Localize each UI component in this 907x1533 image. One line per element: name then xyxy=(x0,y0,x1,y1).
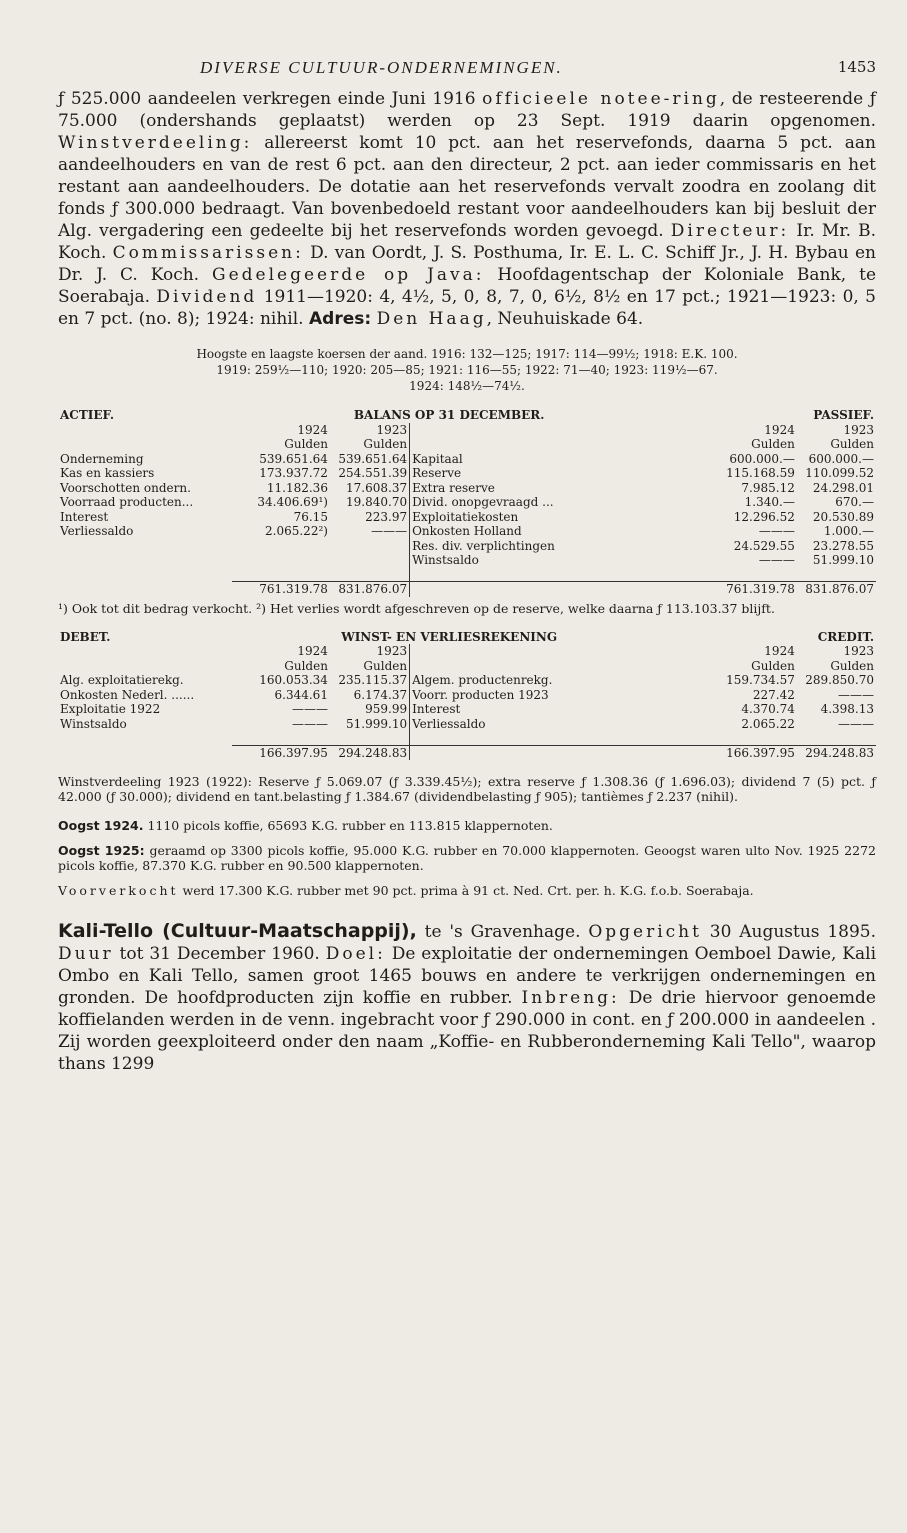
row-label: Reserve xyxy=(410,466,667,481)
table-row xyxy=(58,702,876,717)
total-debet-1923: 294.248.83 xyxy=(330,745,410,760)
value-1923: 17.608.37 xyxy=(346,480,408,495)
gedelegeerde-label: Gedelegeerde op Java: xyxy=(212,265,485,285)
unit: Gulden xyxy=(284,437,328,451)
balans-year-row xyxy=(58,423,876,438)
page-number: 1453 xyxy=(837,58,876,76)
total-debet-1924: 166.397.95 xyxy=(232,745,330,760)
intro-paragraph xyxy=(58,88,876,330)
unit: Gulden xyxy=(284,658,328,673)
row-label: Algem. productenrekg. xyxy=(410,673,667,688)
row-label xyxy=(58,539,232,554)
duur-label: Duur xyxy=(58,944,114,964)
value-1924: ——— xyxy=(291,702,328,716)
winst-table xyxy=(58,630,876,761)
koersen-block xyxy=(58,346,876,394)
value-1924: 4.370.74 xyxy=(741,702,795,716)
running-head xyxy=(58,50,876,80)
row-label: Divid. onopgevraagd ... xyxy=(410,495,667,510)
unit: Gulden xyxy=(830,658,874,673)
voorverkocht-label: Voorverkocht xyxy=(58,883,179,898)
oogst-1925 xyxy=(58,843,876,873)
table-row xyxy=(58,539,876,554)
value-1923: 51.999.10 xyxy=(346,716,408,731)
table-row xyxy=(58,495,876,510)
year-1924: 1924 xyxy=(764,422,795,437)
value-1923: 6.174.37 xyxy=(353,687,408,702)
table-row xyxy=(58,717,876,732)
commissarissen-label: Commissarissen: xyxy=(112,243,304,263)
row-label: Onderneming xyxy=(60,451,144,466)
total-passief-1923: 831.876.07 xyxy=(797,582,876,597)
balans-header-row xyxy=(58,408,876,423)
page xyxy=(58,50,876,1075)
value-1923: 254.551.39 xyxy=(338,466,408,480)
voorverkocht xyxy=(58,883,876,898)
value-1924: 6.344.61 xyxy=(274,687,328,702)
total-passief-1924: 761.319.78 xyxy=(666,582,797,597)
row-label: Kas en kassiers xyxy=(60,466,155,480)
oogst-1925-text: geraamd op 3300 picols koffie, 95.000 K.G. rubber en 70.000 klappernoten. Geoogst waren ulto Nov. 1925 2272 picols koffie, 87.370 K.G. rubber en 90.500 klappernoten. xyxy=(58,843,876,873)
oogst-1924 xyxy=(58,818,876,833)
intro-text-6: Hoofdagentschap der Koloniale Bank, te Soerabaja. xyxy=(58,265,877,307)
value-1923: 600.000.— xyxy=(808,451,874,466)
year-1923: 1923 xyxy=(376,644,408,658)
year-1923: 1923 xyxy=(376,422,408,437)
winst-totals-row xyxy=(58,745,876,760)
row-label: Exploitatie 1922 xyxy=(60,702,161,716)
table-row xyxy=(58,688,876,703)
winst-debet-label: DEBET. xyxy=(60,629,111,644)
doel-label: Doel: xyxy=(325,944,386,964)
value-1924: ——— xyxy=(291,716,328,731)
value-1924: 34.406.69¹) xyxy=(257,495,328,509)
total-actief-1924: 761.319.78 xyxy=(232,582,330,597)
value-1923: ——— xyxy=(838,716,874,731)
balans-footnote: ¹) Ook tot dit bedrag verkocht. ²) Het verlies wordt afgeschreven op de reserve, welke daarna ƒ 113.103.37 blijft. xyxy=(58,600,775,616)
winst-unit-row xyxy=(58,659,876,674)
winstverdeeling-label: Winstverdeeling: xyxy=(58,133,253,153)
koersen-line-1: Hoogste en laagste koersen der aand. 1916: 132—125; 1917: 114—99½; 1918: E.K. 100. xyxy=(196,347,738,361)
table-row xyxy=(58,481,876,496)
value-1924: 600.000.— xyxy=(729,451,795,466)
row-label: Voorschotten ondern. xyxy=(60,480,191,495)
value-1923: ——— xyxy=(838,687,874,702)
table-row xyxy=(58,673,876,688)
total-credit-1924: 166.397.95 xyxy=(666,745,797,760)
row-label: Voorr. producten 1923 xyxy=(410,688,667,703)
balans-actief-label: ACTIEF. xyxy=(60,408,115,422)
value-1924: 160.053.34 xyxy=(259,673,328,687)
intro-text-1: ƒ 525.000 aandeelen verkregen einde Juni 1916 xyxy=(58,89,476,109)
value-1924: 227.42 xyxy=(752,687,795,702)
value-1924: ——— xyxy=(758,524,795,538)
value-1923: 1.000.— xyxy=(823,524,874,538)
value-1923: 51.999.10 xyxy=(812,553,874,567)
value-1924: 2.065.22²) xyxy=(265,524,328,538)
value-1923: 23.278.55 xyxy=(812,538,874,553)
kali-text-4: De drie hiervoor genoemde koffielanden werden in de venn. ingebracht voor ƒ 290.000 in cont. en ƒ 200.000 in aandeelen . Zij worden geexploiteerd onder den naam „Koffie- en Rubberonderneming Kali Tello", waarop thans 1299 xyxy=(58,988,876,1074)
value-1924: 76.15 xyxy=(293,509,328,524)
ring-label: ring xyxy=(672,89,720,109)
value-1924: 7.985.12 xyxy=(741,480,795,495)
value-1924: 115.168.59 xyxy=(726,466,795,480)
inbreng-label: Inbreng: xyxy=(521,988,620,1008)
balans-passief-label: PASSIEF. xyxy=(813,408,874,422)
intro-text-2: , de resteerende ƒ 75.000 (ondershands geplaatst) werden op 23 Sept. 1919 daarin opgenomen. xyxy=(58,89,877,131)
officieele-label: officieele notee- xyxy=(482,89,673,109)
directeur-label: Directeur: xyxy=(670,221,790,241)
oogst-1924-text: 1110 picols koffie, 65693 K.G. rubber en 113.815 klappernoten. xyxy=(143,818,553,833)
koersen-line-2: 1919: 259½—110; 1920: 205—85; 1921: 116—55; 1922: 71—40; 1923: 119½—67. xyxy=(216,363,718,377)
value-1923 xyxy=(330,553,410,568)
year-1924: 1924 xyxy=(297,422,328,437)
adres-label: Adres: xyxy=(309,309,372,329)
oogst-1924-label: Oogst 1924. xyxy=(58,818,144,833)
year-1924: 1924 xyxy=(297,644,328,658)
row-label: Winstsaldo xyxy=(60,716,127,731)
value-1924: 24.529.55 xyxy=(733,538,795,553)
opgericht-label: Opgericht xyxy=(588,922,702,942)
value-1923: 19.840.70 xyxy=(346,495,408,509)
unit: Gulden xyxy=(363,658,408,673)
intro-text-7: 1911—1920: 4, 4½, 5, 0, 8, 7, 0, 6½, 8½ en 17 pct.; 1921—1923: 0, 5 en 7 pct. (no. 8); 1924: nihil. xyxy=(58,287,876,329)
unit: Gulden xyxy=(751,658,795,673)
value-1923: 4.398.13 xyxy=(820,702,874,716)
kali-tello-name: Kali-Tello (Cultuur-Maatschappij), xyxy=(58,920,417,942)
balans-table xyxy=(58,408,876,597)
voorverkocht-text: werd 17.300 K.G. rubber met 90 pct. prima à 91 ct. Ned. Crt. per. h. K.G. f.o.b. Soerabaja. xyxy=(178,883,754,898)
intro-text-4: Ir. Mr. B. Koch. xyxy=(58,221,877,263)
value-1923: 289.850.70 xyxy=(805,673,874,687)
row-label: Verliessaldo xyxy=(410,717,667,732)
total-actief-1923: 831.876.07 xyxy=(330,582,410,597)
row-label xyxy=(58,553,232,568)
adres-street: , Neuhuiskade 64. xyxy=(486,309,644,329)
value-1923: 959.99 xyxy=(365,702,408,716)
row-label: Alg. exploitatierekg. xyxy=(60,673,184,687)
table-row xyxy=(58,452,876,467)
table-row xyxy=(58,553,876,568)
value-1923: ——— xyxy=(371,524,408,538)
row-label: Winstsaldo xyxy=(410,553,667,568)
value-1924 xyxy=(232,553,330,568)
winst-header-row xyxy=(58,630,876,645)
koersen-line-3: 1924: 148½—74½. xyxy=(409,379,525,393)
row-label: Extra reserve xyxy=(410,481,667,496)
value-1924: ——— xyxy=(758,553,795,567)
adres-city: Den Haag xyxy=(376,309,487,329)
dividend-label: Dividend xyxy=(156,287,258,307)
row-label: Res. div. verplichtingen xyxy=(410,539,667,554)
winst-year-row xyxy=(58,644,876,659)
intro-text-3: allereerst komt 10 pct. aan het reservefonds, daarna 5 pct. aan aandeelhouders en van de rest 6 pct. aan den directeur, 2 pct. aan ieder commissaris en het restant aan aandeelhouders. De dotatie aan het reservefonds vervalt zoodra en zoolang dit fonds ƒ 300.000 bedraagt. Van bovenbedoeld restant voor aandeelhouders kan bij besluit der Alg. vergadering een gedeelte bij het reservefonds worden gevoegd. xyxy=(58,133,876,241)
row-label: Verliessaldo xyxy=(60,524,134,538)
value-1924 xyxy=(232,539,330,554)
intro-text-5: D. van Oordt, J. S. Posthuma, Ir. E. L. C. Schiff Jr., J. H. Bybau en Dr. J. C. Koch. xyxy=(58,243,877,285)
value-1923: 539.651.64 xyxy=(338,451,408,466)
value-1923: 670.— xyxy=(835,495,874,509)
kali-text-2: tot 31 December 1960. xyxy=(113,944,320,964)
row-label: Interest xyxy=(410,702,667,717)
kali-text-1: 30 Augustus 1895. xyxy=(701,922,877,942)
value-1923: 223.97 xyxy=(365,509,408,524)
row-label: Onkosten Holland xyxy=(410,524,667,539)
table-row xyxy=(58,524,876,539)
value-1924: 159.734.57 xyxy=(726,673,795,687)
balans-title: BALANS OP 31 DECEMBER. xyxy=(353,408,545,422)
value-1923: 110.099.52 xyxy=(805,466,874,480)
year-1923: 1923 xyxy=(843,422,874,437)
table-row xyxy=(58,510,876,525)
kali-tello-location: te 's Gravenhage. xyxy=(416,922,581,942)
unit: Gulden xyxy=(363,437,408,451)
balans-totals-row xyxy=(58,582,876,597)
row-label: Onkosten Nederl. ...... xyxy=(60,687,195,702)
value-1923: 20.530.89 xyxy=(812,509,874,524)
value-1924: 12.296.52 xyxy=(733,509,795,524)
unit: Gulden xyxy=(830,437,874,451)
value-1924: 11.182.36 xyxy=(266,480,328,495)
table-row xyxy=(58,466,876,481)
row-label: Interest xyxy=(60,509,109,524)
row-label: Voorraad producten... xyxy=(60,495,194,509)
value-1923: 24.298.01 xyxy=(812,480,874,495)
value-1923 xyxy=(330,539,410,554)
oogst-1925-label: Oogst 1925: xyxy=(58,843,145,858)
value-1924: 539.651.64 xyxy=(259,451,328,466)
kali-text-3: De exploitatie der ondernemingen Oemboel Dawie, Kali Ombo en Kali Tello, samen groot 1465 bouws en andere te verkrijgen ondernemingen en gronden. De hoofdproducten zijn koffie en rubber. xyxy=(58,944,877,1008)
winst-title: WINST- EN VERLIESREKENING xyxy=(341,629,558,644)
kali-tello-entry xyxy=(58,920,876,1075)
value-1923: 235.115.37 xyxy=(338,673,408,687)
balans-unit-row xyxy=(58,437,876,452)
total-credit-1923: 294.248.83 xyxy=(797,745,876,760)
winst-credit-label: CREDIT. xyxy=(817,629,874,644)
unit: Gulden xyxy=(751,437,795,451)
value-1924: 173.937.72 xyxy=(259,466,328,480)
row-label: Exploitatiekosten xyxy=(410,510,667,525)
winstverdeeling-1923: Winstverdeeling 1923 (1922): Reserve ƒ 5.069.07 (ƒ 3.339.45½); extra reserve ƒ 1.308.36 (ƒ 1.696.03); dividend 7 (5) pct. ƒ 42.000 (ƒ 30.000); dividend en tant.belasting ƒ 1.384.67 (dividendbelasting ƒ 905); tantièmes ƒ 2.237 (nihil). xyxy=(58,774,876,804)
year-1924: 1924 xyxy=(764,644,795,658)
value-1924: 2.065.22 xyxy=(741,716,795,731)
value-1924: 1.340.— xyxy=(744,495,795,509)
running-head-title: DIVERSE CULTUUR-ONDERNEMINGEN. xyxy=(200,58,563,77)
row-label: Kapitaal xyxy=(410,452,667,467)
year-1923: 1923 xyxy=(843,644,874,658)
